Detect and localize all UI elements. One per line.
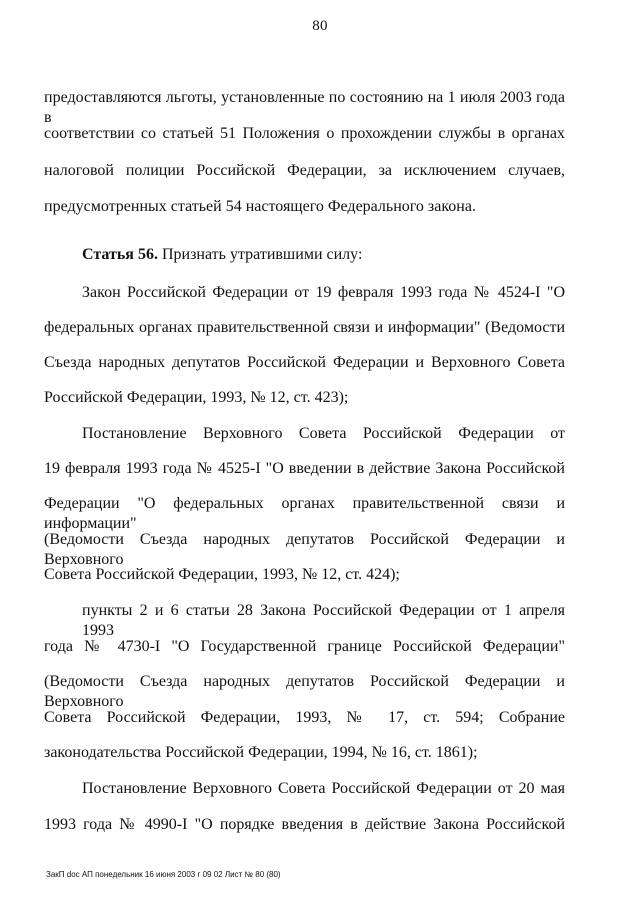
text-line: соответствии со статьей 51 Положения о прохождении службы в органах: [44, 125, 565, 142]
article-heading: [82, 245, 565, 265]
text-line: Российской Федерации, 1993, № 12, ст. 423);: [44, 389, 349, 406]
text-line: 1993 года № 4990-I "О порядке введения в действие Закона Российской: [44, 816, 565, 833]
text-line: Постановление Верховного Совета Российской Федерации от: [82, 425, 565, 442]
text-line: предусмотренных статьей 54 настоящего Федерального закона.: [44, 198, 476, 215]
text-line: законодательства Российской Федерации, 1994, № 16, ст. 1861);: [44, 744, 478, 761]
text-line: Совета Российской Федерации, 1993, № 17, ст. 594; Собрание: [44, 709, 565, 726]
text-line: (Ведомости Съезда народных депутатов Российской Федерации и Верховного: [44, 673, 565, 710]
text-line: налоговой полиции Российской Федерации, за исключением случаев,: [44, 162, 565, 179]
text-line: Совета Российской Федерации, 1993, № 12, ст. 424);: [44, 566, 400, 583]
article-heading-text: Признать утратившими силу:: [161, 246, 363, 263]
text-line: 19 февраля 1993 года № 4525-I "О введении в действие Закона Российской: [44, 460, 565, 477]
text-line: Федерации "О федеральных органах правительственной связи и информации": [44, 495, 565, 532]
article-label: Статья 56.: [82, 246, 158, 263]
text-line: пункты 2 и 6 статьи 28 Закона Российской Федерации от 1 апреля 1993: [82, 602, 565, 639]
text-line: Постановление Верховного Совета Российской Федерации от 20 мая: [82, 780, 565, 797]
footer-info: ЗакП doc АП понедельник 16 июня 2003 г 09 02 Лист № 80 (80): [46, 870, 281, 879]
text-line: федеральных органах правительственной связи и информации" (Ведомости: [44, 319, 565, 336]
text-line: года № 4730-I "О Государственной границе Российской Федерации": [44, 638, 565, 655]
text-line: предоставляются льготы, установленные по состоянию на 1 июля 2003 года в: [44, 89, 565, 126]
text-line: Съезда народных депутатов Российской Федерации и Верховного Совета: [44, 354, 565, 371]
page-number: 80: [312, 18, 328, 34]
text-line: Закон Российской Федерации от 19 февраля 1993 года № 4524-I "О: [82, 284, 565, 301]
text-line: (Ведомости Съезда народных депутатов Российской Федерации и Верховного: [44, 531, 565, 568]
